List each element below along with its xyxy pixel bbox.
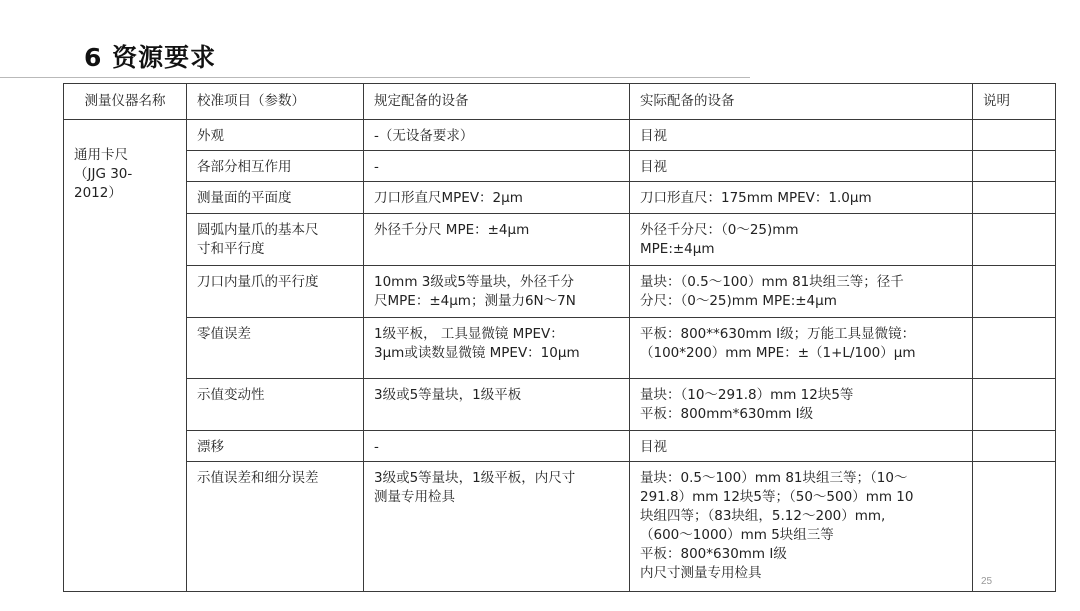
calibration-item: 零值误差 [187,318,364,379]
required-equipment: 10mm 3级或5等量块，外径千分 尺MPE：±4μm；测量力6N～7N [364,266,630,318]
page-number: 25 [981,576,993,587]
required-equipment: 3级或5等量块，1级平板，内尺寸 测量专用检具 [364,462,630,592]
table-row [64,379,1056,431]
table-row [64,266,1056,318]
note-cell [973,182,1056,214]
note-cell [973,120,1056,151]
table-row [64,151,1056,182]
calibration-item: 刀口内量爪的平行度 [187,266,364,318]
note-cell [973,266,1056,318]
title-divider [0,77,750,78]
calibration-item: 漂移 [187,431,364,462]
note-cell [973,151,1056,182]
required-equipment: 1级平板， 工具显微镜 MPEV： 3μm或读数显微镜 MPEV：10μm [364,318,630,379]
note-cell [973,214,1056,266]
actual-equipment: 量块：（0.5～100）mm 81块组三等；径千 分尺：（0～25)mm MPE:±4μm [630,266,973,318]
actual-equipment: 外径千分尺：（0～25)mm MPE:±4μm [630,214,973,266]
required-equipment: 外径千分尺 MPE：±4μm [364,214,630,266]
calibration-item: 各部分相互作用 [187,151,364,182]
table-row [64,120,1056,151]
calibration-item: 外观 [187,120,364,151]
required-equipment: - [364,431,630,462]
calibration-item: 示值变动性 [187,379,364,431]
header-notes: 说明 [973,84,1056,120]
header-instrument-name: 测量仪器名称 [64,84,187,120]
instrument-name: 通用卡尺 （JJG 30- 2012） [74,147,133,201]
actual-equipment: 目视 [630,431,973,462]
required-equipment: 3级或5等量块，1级平板 [364,379,630,431]
table-row [64,214,1056,266]
actual-equipment: 平板：800**630mm Ⅰ级；万能工具显微镜： （100*200）mm MPE：±（1+L/100）μm [630,318,973,379]
actual-equipment: 目视 [630,120,973,151]
actual-equipment: 刀口形直尺：175mm MPEV：1.0μm [630,182,973,214]
note-cell [973,379,1056,431]
required-equipment: 刀口形直尺MPEV：2μm [364,182,630,214]
table-row [64,431,1056,462]
required-equipment: -（无设备要求） [364,120,630,151]
header-required-equipment: 规定配备的设备 [364,84,630,120]
actual-equipment: 目视 [630,151,973,182]
calibration-item: 圆弧内量爪的基本尺 寸和平行度 [187,214,364,266]
table-row [64,318,1056,379]
note-cell [973,318,1056,379]
actual-equipment: 量块：（10～291.8）mm 12块5等 平板：800mm*630mm Ⅰ级 [630,379,973,431]
resource-requirements-table [63,83,1056,592]
required-equipment: - [364,151,630,182]
table-row [64,182,1056,214]
calibration-item: 示值误差和细分误差 [187,462,364,592]
header-actual-equipment: 实际配备的设备 [630,84,973,120]
calibration-item: 测量面的平面度 [187,182,364,214]
table-row [64,462,1056,592]
note-cell [973,431,1056,462]
section-title: 6 资源要求 [84,43,217,72]
header-calibration-item: 校准项目（参数） [187,84,364,120]
actual-equipment: 量块：0.5～100）mm 81块组三等；（10～ 291.8）mm 12块5等；（50～500）mm 10 块组四等；（83块组，5.12～200）mm, （600～1000）mm 5块组三等 平板：800*630mm Ⅰ级 内尺寸测量专用检具 [630,462,973,592]
table-header-row [64,84,1056,120]
instrument-name-cell [64,120,187,592]
note-cell [973,462,1056,592]
